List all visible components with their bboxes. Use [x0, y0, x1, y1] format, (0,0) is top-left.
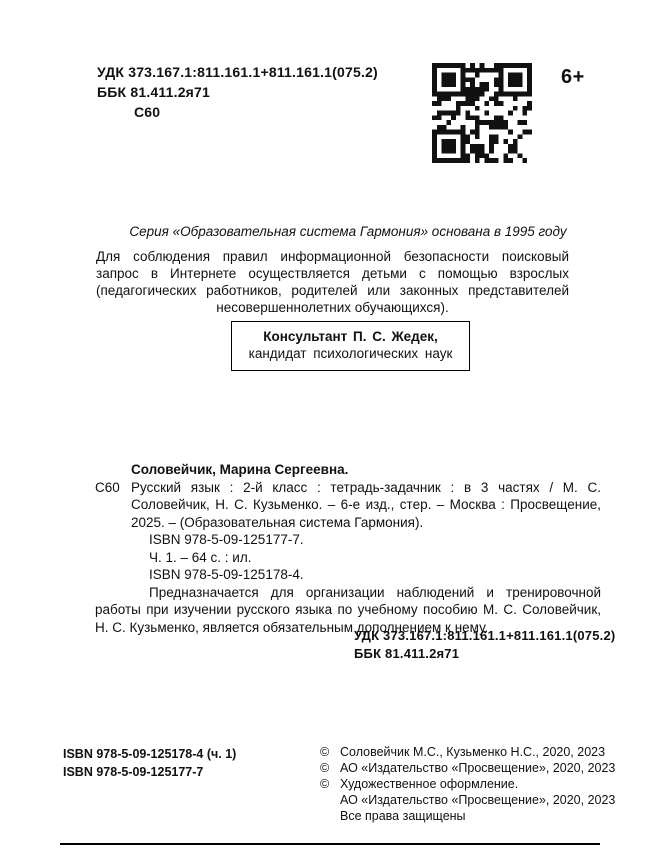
copyright-line	[320, 808, 615, 824]
bbk-number: ББК 81.411.2я71	[97, 84, 211, 100]
copyright-text: Все права защищены	[340, 809, 466, 823]
bibliographic-description-row	[95, 479, 601, 532]
annotation: Предназначается для организации наблюдений и тренировочной работы при изучении русского языка по учебному пособию М. С. Соловейчик, Н. С. Кузьменко, является обязательным дополнением к нему.	[95, 584, 601, 635]
bibliographic-description: Русский язык : 2-й класс : тетрадь-задачник : в 3 частях / М. С. Соловейчик, Н. С. Кузьменко. – 6-е изд., стер. – Москва : Просвещение, 2025. – (Образовательная система Гармония).	[131, 479, 601, 530]
copyright-text: Соловейчик М.С., Кузьменко Н.С., 2020, 2023	[340, 745, 606, 759]
qr-code-icon	[432, 63, 532, 163]
udk-number: УДК 373.167.1:811.161.1+811.161.1(075.2)	[97, 64, 378, 80]
copyright-text: АО «Издательство «Просвещение», 2020, 2023	[340, 761, 616, 775]
bbk-number-right: ББК 81.411.2я71	[354, 645, 460, 661]
information-safety-note: Для соблюдения правил информационной безопасности поисковый запрос в Интернете осуществляется детьми с помощью взрослых (педагогических работников, родителей или законных представителей несовершеннолетних обучающихся).	[96, 249, 569, 315]
copyright-line	[320, 776, 615, 792]
consultant-box	[231, 321, 470, 371]
classification-codes-right	[354, 627, 615, 662]
copyright-symbol: ©	[320, 761, 330, 775]
consultant-degree: кандидат психологических наук	[248, 346, 453, 361]
catalog-code: С60	[95, 479, 120, 495]
series-note: Серия «Образовательная система Гармония» основана в 1995 году	[129, 224, 567, 239]
copyright-line	[320, 744, 615, 760]
copyright-text: АО «Издательство «Просвещение», 2020, 2023	[340, 793, 616, 807]
copyright-line	[320, 760, 615, 776]
footer-isbn-full: ISBN 978-5-09-125177-7	[63, 765, 204, 779]
copyright-text: Художественное оформление.	[340, 777, 519, 791]
footer-isbn-block	[63, 745, 236, 781]
isbn-line-2: ISBN 978-5-09-125178-4.	[149, 567, 304, 582]
part-line: Ч. 1. – 64 с. : ил.	[149, 549, 252, 565]
book-code: С60	[134, 104, 161, 120]
consultant-name: Консультант П. С. Жедек,	[263, 329, 438, 344]
copyright-line	[320, 792, 615, 808]
bottom-rule	[60, 843, 600, 845]
bibliographic-block	[95, 461, 601, 636]
udk-number-right: УДК 373.167.1:811.161.1+811.161.1(075.2)	[354, 628, 616, 643]
copyright-symbol: ©	[320, 745, 330, 759]
copyright-block	[320, 744, 615, 824]
footer-isbn-part: ISBN 978-5-09-125178-4 (ч. 1)	[63, 747, 237, 761]
isbn-line-1: ISBN 978-5-09-125177-7.	[149, 532, 304, 547]
copyright-symbol: ©	[320, 777, 330, 791]
author-heading: Соловейчик, Марина Сергеевна.	[131, 462, 349, 477]
classification-codes	[97, 62, 378, 122]
age-rating-badge: 6+	[561, 66, 585, 88]
